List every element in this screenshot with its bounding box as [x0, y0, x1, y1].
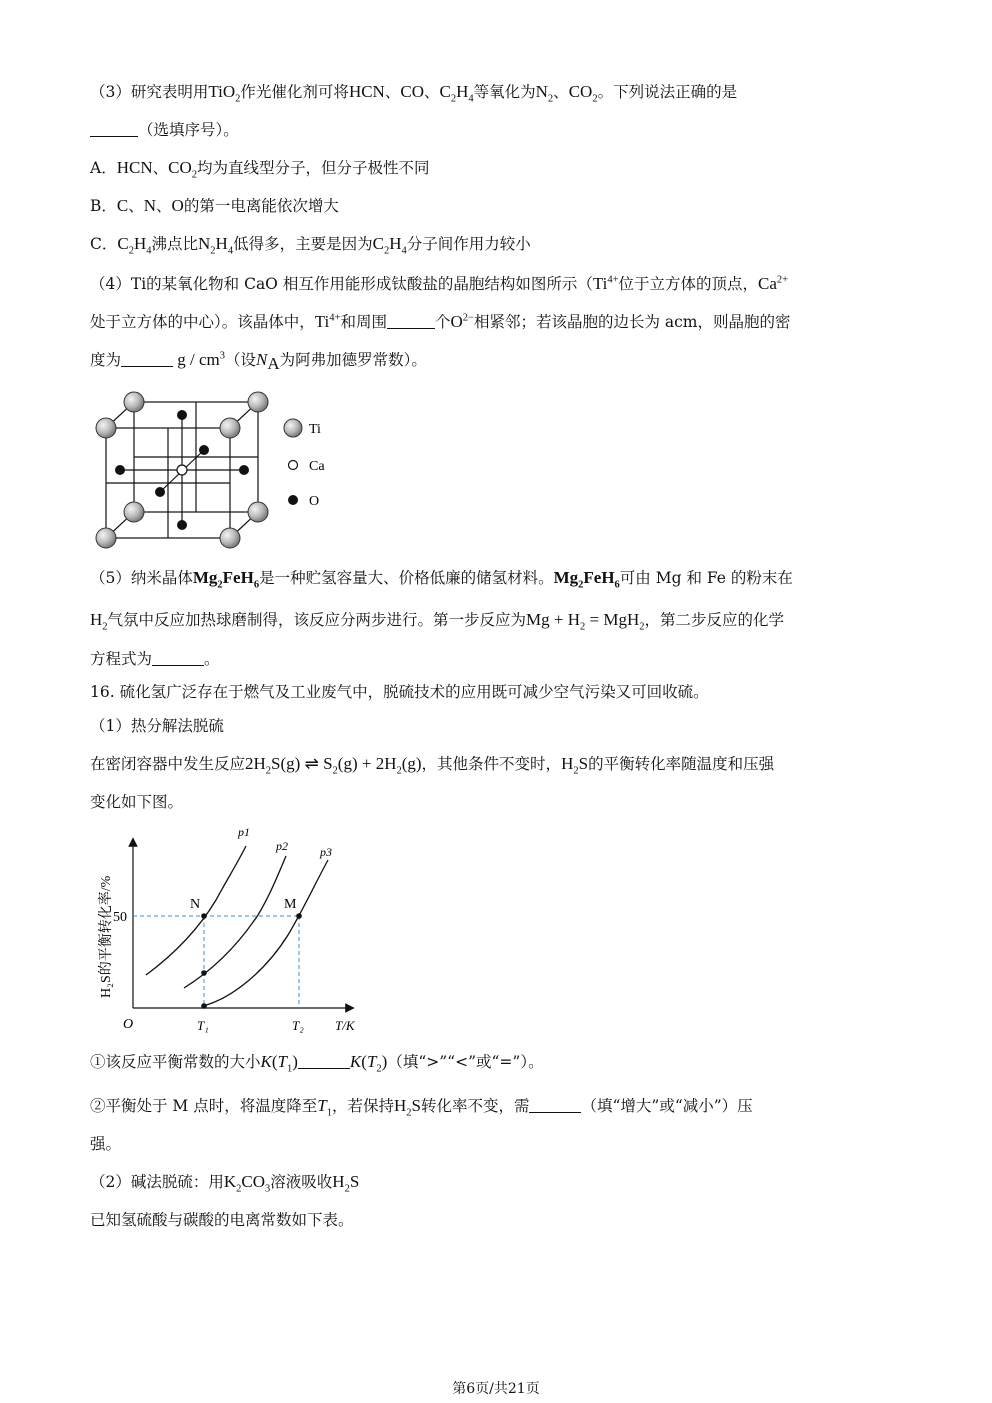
q3-option-c: C．$C_2H_4$沸点比$N_2H_4$低得多，主要是因为$C_2H_4$分子间作用力较小 [90, 234, 531, 257]
sep: 、 [128, 197, 144, 215]
q4-text: 度为 [90, 351, 122, 369]
option-label: C． [90, 235, 118, 253]
q16-question-ii: ②平衡处于 M 点时，将温度降至$T_1$，若保持$H_2S$转化率不变，需 （填“增大”或“减小”）压 [90, 1096, 753, 1119]
curve-p2 [184, 856, 286, 988]
q16-text: ②平衡处于 M 点时，将温度降至 [90, 1097, 318, 1115]
x-tick-t1: T₁ [197, 1018, 209, 1033]
q4-text: 相紧邻；若该晶胞的边长为 acm，则晶胞的密 [473, 313, 791, 331]
q4-line3: 度为 g / $cm^3$（设$N_A$为阿弗加德罗常数）。 [90, 350, 427, 374]
answer-blank[interactable] [298, 1052, 350, 1069]
q4-text: 为阿弗加德罗常数）。 [279, 351, 427, 369]
q16-intro: 16. 硫化氢广泛存在于燃气及工业废气中，脱硫技术的应用既可减少空气污染又可回收硫。 [90, 683, 709, 701]
option-label: B． [90, 197, 117, 215]
page-footer: 第6页/共21页 [452, 1381, 540, 1397]
q3-option-b: B．C、N、O的第一电离能依次增大 [90, 196, 339, 215]
q16-text: （填“增大”或“减小”）压 [581, 1097, 753, 1115]
answer-blank[interactable] [152, 649, 204, 666]
q5-line2: $H_2$气氛中反应加热球磨制得，该反应分两步进行。第一步反应为$Mg + H_2 = MgH_2$，第二步反应的化学 [90, 610, 785, 633]
q5-text: （5）纳米晶体 [90, 569, 193, 587]
q16-text: 的平衡转化率随温度和压强 [588, 755, 775, 773]
point-label-m: M [284, 897, 297, 912]
option-text: 沸点比 [151, 235, 199, 253]
answer-blank[interactable] [529, 1096, 581, 1113]
q5-line3 [90, 647, 220, 671]
q16-text: 溶液吸收 [270, 1173, 333, 1191]
q3-option-a: A．HCN、$CO_2$均为直线型分子，但分子极性不同 [90, 158, 430, 181]
point [201, 970, 207, 976]
q16-question-ii-end: 强。 [90, 1135, 122, 1153]
q16-text: （填“>”“<”或“=”）。 [387, 1053, 544, 1071]
q16-text: ①该反应平衡常数的大小 [90, 1053, 261, 1071]
legend-ti: Ti [309, 422, 321, 437]
option-text: 低得多，主要是因为 [233, 235, 373, 253]
q3-line2 [90, 118, 239, 142]
q16-text: 在密闭容器中发生反应 [90, 755, 246, 773]
series-name: p2 [276, 839, 288, 853]
q5-line1: （5）纳米晶体$Mg_2FeH_6$是一种贮氢容量大、价格低廉的储氢材料。$Mg_2FeH_6$可由 Mg 和 Fe 的粉末在 [90, 568, 793, 591]
series-name: p1 [238, 825, 250, 839]
q4-text: （4）Ti的某氧化物和 CaO 相互作用能形成钛酸盐的晶胞结构如图所示（ [90, 275, 593, 293]
q4-text: （设 [225, 351, 257, 369]
q16-text: ，若保持 [331, 1097, 394, 1115]
q4-text: 位于立方体的顶点， [618, 275, 759, 293]
q4-text: 个 [434, 313, 451, 331]
answer-blank[interactable] [90, 120, 138, 137]
q16-part1-reaction: 在密闭容器中发生反应$2H_2S(g)$ ⇌ $S_2(g) + 2H_2(g)$，其他条件不变时，$H_2S$的平衡转化率随温度和压强 [90, 754, 775, 777]
sep: 、 [423, 83, 440, 101]
q3-prefix: （3）研究表明用 [90, 83, 209, 101]
option-text: 均为直线型分子，但分子极性不同 [197, 159, 430, 177]
q4-line1: （4）Ti的某氧化物和 CaO 相互作用能形成钛酸盐的晶胞结构如图所示（$Ti^{4+}$位于立方体的顶点，$Ca^{2+}$ [90, 274, 789, 293]
q16-part1-title: （1）热分解法脱硫 [90, 717, 224, 735]
series-name: p3 [320, 845, 332, 859]
q3-mid1: 作光催化剂可将 [240, 83, 349, 101]
x-tick-t2: T₂ [292, 1018, 304, 1033]
y-tick-50: 50 [113, 910, 127, 925]
option-text: 的第一电离能依次增大 [183, 197, 339, 215]
series-label-p3 [319, 845, 332, 859]
curve-p3 [203, 860, 328, 1006]
q3-line2-text: （选填序号）。 [138, 121, 239, 139]
legend-ca: Ca [309, 459, 325, 474]
option-text: 分子间作用力较小 [406, 235, 531, 253]
sep: 、 [156, 197, 172, 215]
answer-blank[interactable] [387, 312, 435, 329]
q5-text: 气氛中反应加热球磨制得，该反应分两步进行。第一步反应为 [107, 611, 527, 629]
q3-mid3: 。下列说法正确的是 [597, 83, 738, 101]
sep: 、 [384, 83, 401, 101]
legend-o: O [309, 494, 320, 509]
answer-blank[interactable] [121, 350, 173, 367]
q4-line2: 处于立方体的中心）。该晶体中，$Ti^{4+}$和周围 个$O^{2-}$相紧邻；若该晶胞的边长为 acm，则晶胞的密 [90, 312, 791, 331]
q16-part2-line2: 已知氢硫酸与碳酸的电离常数如下表。 [90, 1211, 354, 1229]
q3-line1: （3）研究表明用TiO$_2$作光催化剂可将HCN、CO、$C_2H_4$等氧化为$N_2$、$CO_2$。下列说法正确的是 [90, 82, 738, 105]
y-axis-label: H₂S的平衡转化率/% [99, 875, 114, 998]
q16-text: （2）碱法脱硫：用 [90, 1173, 224, 1191]
q3-mid2: 等氧化为 [473, 83, 536, 101]
point-m [296, 913, 302, 919]
option-label: A． [90, 159, 117, 177]
q5-text: ，第二步反应的化学 [644, 611, 785, 629]
q5-text: 是一种贮氢容量大、价格低廉的储氢材料。 [259, 569, 554, 587]
q16-part1-d: 变化如下图。 [90, 793, 184, 811]
point-label-n: N [190, 897, 201, 912]
point-n [201, 913, 207, 919]
origin-label: O [123, 1017, 134, 1032]
q5-text: 。 [204, 650, 220, 668]
q16-text: ，其他条件不变时， [421, 755, 562, 773]
series-label-p2 [275, 839, 288, 853]
perovskite-unit-cell-diagram [88, 388, 348, 554]
q4-text: 和周围 [340, 313, 387, 331]
sep: 、 [553, 83, 569, 101]
q5-text: 方程式为 [90, 650, 153, 668]
q16-text: 转化率不变，需 [420, 1097, 530, 1115]
q16-part2-title: （2）碱法脱硫：用$K_2CO_3$溶液吸收$H_2S$ [90, 1172, 360, 1195]
x-axis-label: T/K [335, 1018, 355, 1033]
q5-text: 可由 Mg 和 Fe 的粉末在 [619, 569, 793, 587]
conversion-vs-temperature-chart [88, 820, 378, 1040]
sep: 、 [152, 159, 169, 177]
series-label-p1 [237, 825, 250, 839]
q4-text: 处于立方体的中心）。该晶体中， [90, 313, 315, 331]
q16-question-i: ①该反应平衡常数的大小$K(T_1)$ $K(T_2)$（填“>”“<”或“=”）。 [90, 1052, 544, 1075]
point [201, 1003, 207, 1009]
